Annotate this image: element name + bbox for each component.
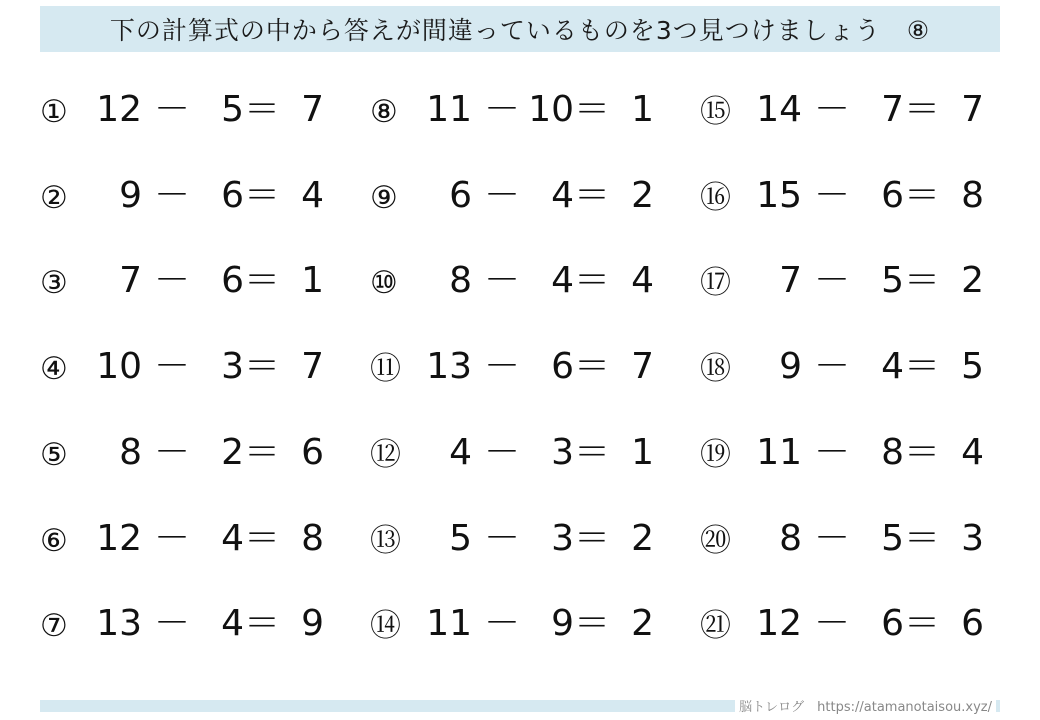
problem-row	[40, 80, 340, 140]
problem-row	[40, 251, 340, 311]
problem-row	[40, 509, 340, 569]
problem-row	[700, 80, 1000, 140]
subtrahend: 6	[551, 346, 574, 388]
minus-sign: －	[154, 431, 191, 473]
equals-sign: ＝	[574, 174, 611, 216]
answer: 2	[631, 603, 654, 645]
problem-row	[370, 594, 670, 654]
subtrahend: 10	[528, 89, 574, 130]
problem-row	[40, 594, 340, 654]
problem-row	[370, 251, 670, 311]
minus-sign: －	[154, 174, 191, 216]
minus-sign: －	[484, 89, 521, 130]
subtrahend: 3	[551, 517, 574, 559]
answer: 2	[631, 517, 654, 559]
problem-number: ⑯	[700, 179, 731, 216]
subtrahend: 5	[221, 89, 244, 130]
subtrahend: 6	[221, 260, 244, 302]
minuend: 13	[426, 346, 472, 388]
problem-number: ⑰	[700, 265, 731, 302]
title-banner	[40, 6, 1000, 52]
minuend: 10	[96, 346, 142, 388]
answer: 4	[301, 174, 324, 216]
minuend: 8	[449, 260, 472, 302]
answer: 9	[301, 603, 324, 645]
minuend: 11	[756, 431, 802, 473]
problem-number: ⑤	[40, 436, 68, 473]
minuend: 15	[756, 174, 802, 216]
minus-sign: －	[484, 603, 521, 645]
equals-sign: ＝	[904, 431, 941, 473]
minus-sign: －	[484, 431, 521, 473]
answer: 4	[961, 431, 984, 473]
minus-sign: －	[484, 260, 521, 302]
equals-sign: ＝	[244, 174, 281, 216]
minuend: 14	[756, 89, 802, 130]
subtrahend: 5	[881, 517, 904, 559]
problem-row	[370, 166, 670, 226]
problem-row	[700, 251, 1000, 311]
problem-number: ⑦	[40, 608, 68, 645]
problem-number: ⑮	[700, 94, 731, 130]
subtrahend: 6	[881, 603, 904, 645]
subtrahend: 7	[881, 89, 904, 130]
answer: 3	[961, 517, 984, 559]
problem-row	[40, 166, 340, 226]
subtrahend: 2	[221, 431, 244, 473]
answer: 7	[301, 89, 324, 130]
minuend: 6	[449, 174, 472, 216]
problem-row	[370, 423, 670, 483]
problem-grid	[40, 80, 1000, 680]
answer: 2	[961, 260, 984, 302]
minus-sign: －	[814, 260, 851, 302]
problem-row	[700, 337, 1000, 397]
equals-sign: ＝	[244, 431, 281, 473]
problem-number: ⑳	[700, 522, 731, 559]
minus-sign: －	[814, 603, 851, 645]
equals-sign: ＝	[904, 517, 941, 559]
subtrahend: 4	[551, 260, 574, 302]
answer: 1	[301, 260, 324, 302]
problem-row	[40, 337, 340, 397]
subtrahend: 4	[221, 517, 244, 559]
problem-number: ⑲	[700, 436, 731, 473]
problem-row	[700, 423, 1000, 483]
equals-sign: ＝	[574, 260, 611, 302]
equals-sign: ＝	[904, 174, 941, 216]
answer: 8	[301, 517, 324, 559]
answer: 7	[961, 89, 984, 130]
minuend: 8	[119, 431, 142, 473]
minus-sign: －	[814, 89, 851, 130]
equals-sign: ＝	[904, 603, 941, 645]
problem-number: ①	[40, 94, 68, 130]
answer: 5	[961, 346, 984, 388]
minuend: 11	[426, 603, 472, 645]
minus-sign: －	[814, 174, 851, 216]
equals-sign: ＝	[244, 603, 281, 645]
problem-row	[700, 509, 1000, 569]
problem-number: ④	[40, 351, 68, 388]
minuend: 7	[779, 260, 802, 302]
problem-row	[370, 80, 670, 140]
subtrahend: 3	[221, 346, 244, 388]
page-title: 下の計算式の中から答えが間違っているものを3つ見つけましょう ⑧	[109, 16, 931, 45]
minus-sign: －	[484, 346, 521, 388]
problem-row	[700, 594, 1000, 654]
footer-credit: 脳トレログ https://atamanotaisou.xyz/	[735, 696, 996, 715]
equals-sign: ＝	[244, 260, 281, 302]
subtrahend: 4	[221, 603, 244, 645]
minus-sign: －	[154, 260, 191, 302]
minuend: 9	[119, 174, 142, 216]
subtrahend: 5	[881, 260, 904, 302]
problem-number: ⑬	[370, 522, 401, 559]
problem-number: ③	[40, 265, 68, 302]
subtrahend: 8	[881, 431, 904, 473]
answer: 1	[631, 89, 654, 130]
equals-sign: ＝	[574, 517, 611, 559]
minus-sign: －	[154, 517, 191, 559]
subtrahend: 3	[551, 431, 574, 473]
problem-number: ⑱	[700, 351, 731, 388]
minus-sign: －	[814, 431, 851, 473]
answer: 4	[631, 260, 654, 302]
minus-sign: －	[154, 346, 191, 388]
minuend: 12	[756, 603, 802, 645]
problem-row	[370, 509, 670, 569]
problem-row	[700, 166, 1000, 226]
answer: 8	[961, 174, 984, 216]
problem-row	[40, 423, 340, 483]
minuend: 11	[426, 89, 472, 130]
problem-row	[370, 337, 670, 397]
problem-number: ㉑	[700, 608, 731, 645]
problem-number: ⑩	[370, 265, 398, 302]
subtrahend: 6	[881, 174, 904, 216]
problem-number: ⑧	[370, 94, 398, 130]
minuend: 8	[779, 517, 802, 559]
equals-sign: ＝	[574, 431, 611, 473]
answer: 7	[631, 346, 654, 388]
minus-sign: －	[484, 174, 521, 216]
subtrahend: 4	[881, 346, 904, 388]
problem-number: ⑫	[370, 436, 401, 473]
minuend: 13	[96, 603, 142, 645]
problem-number: ②	[40, 179, 68, 216]
minuend: 5	[449, 517, 472, 559]
subtrahend: 6	[221, 174, 244, 216]
answer: 2	[631, 174, 654, 216]
problem-number: ⑪	[370, 351, 401, 388]
minuend: 12	[96, 89, 142, 130]
equals-sign: ＝	[574, 89, 611, 130]
subtrahend: 9	[551, 603, 574, 645]
minuend: 9	[779, 346, 802, 388]
equals-sign: ＝	[244, 346, 281, 388]
minus-sign: －	[814, 517, 851, 559]
subtrahend: 4	[551, 174, 574, 216]
answer: 1	[631, 431, 654, 473]
answer: 7	[301, 346, 324, 388]
equals-sign: ＝	[574, 603, 611, 645]
problem-number: ⑭	[370, 608, 401, 645]
problem-number: ⑥	[40, 522, 68, 559]
answer: 6	[961, 603, 984, 645]
minus-sign: －	[154, 603, 191, 645]
minus-sign: －	[814, 346, 851, 388]
minus-sign: －	[154, 89, 191, 130]
equals-sign: ＝	[244, 517, 281, 559]
equals-sign: ＝	[904, 260, 941, 302]
equals-sign: ＝	[574, 346, 611, 388]
equals-sign: ＝	[904, 346, 941, 388]
minuend: 4	[449, 431, 472, 473]
minuend: 12	[96, 517, 142, 559]
minuend: 7	[119, 260, 142, 302]
equals-sign: ＝	[244, 89, 281, 130]
equals-sign: ＝	[904, 89, 941, 130]
problem-number: ⑨	[370, 179, 398, 216]
answer: 6	[301, 431, 324, 473]
minus-sign: －	[484, 517, 521, 559]
